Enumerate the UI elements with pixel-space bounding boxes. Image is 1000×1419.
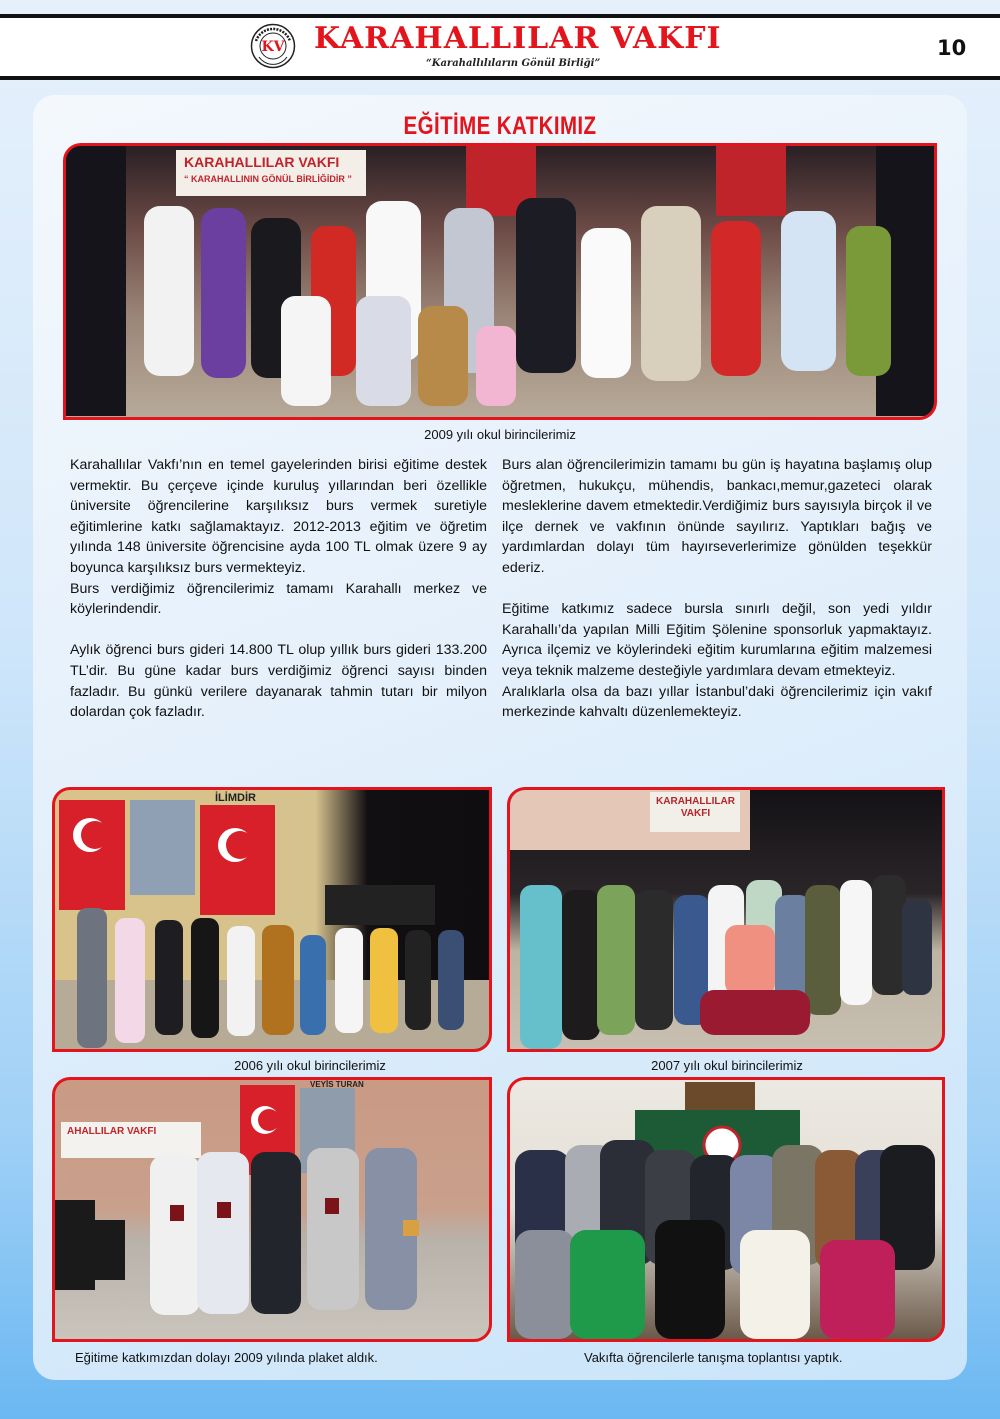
caption-2009-plaque: Eğitime katkımızdan dolayı 2009 yılında plaket aldık. (75, 1350, 378, 1365)
wheelchair (700, 990, 810, 1035)
photo-2009-plaque (52, 1077, 492, 1342)
photo-scene (66, 146, 934, 417)
slogan: “Karahallılıların Gönül Birliği” (426, 58, 601, 69)
paragraph: Burs verdiğimiz öğrencilerimiz tamamı Karahallı merkez ve köylerindendir. (70, 580, 487, 618)
photo-2007-students (507, 787, 945, 1052)
paragraph: Burs alan öğrencilerimizin tamamı bu gün iş hayatına başlamış olup öğretmen, hukukçu, mühendis, bankacı,memur,gazeteci olarak mesleklerine davem etmektedir.Verdiğimiz burs sayısıyla birçok il ve ilçe dernek ve vakfının önünde sayılırız. Yaptıkları bağış ve yardımlardan dolayı tüm hayırseverlerimize gönülden teşekkür ederiz. (502, 457, 932, 576)
paragraph: Aralıklarla olsa da bazı yıllar İstanbul’daki öğrencilerimiz için vakıf merkezinde kahvaltı düzenlemekteyiz. (502, 683, 932, 721)
caption-2007-students: 2007 yılı okul birincilerimiz (651, 1058, 803, 1073)
paragraph: Eğitime katkımız sadece bursla sınırlı değil, son yedi yıldır Karahallı’da yapılan Milli Eğitim Şölenine sponsorluk yapmaktayız. Ayrıca ilçemiz ve köylerindeki eğitim kurumlarına eğitim malzemesi veya teknik malzeme desteğiyle yardımlara devam etmekteyiz. (502, 601, 932, 679)
paragraph: Aylık öğrenci burs gideri 14.800 TL olup yıllık burs gideri 133.200 TL’dir. Bu güne kadar burs verdiğimiz öğrenci sayısı binden fazladır. Bu günkü verilere dayanarak tahmin tutarı bir milyon dolardan çok fazladır. (70, 642, 487, 721)
portrait (130, 800, 195, 895)
photo-2006-students (52, 787, 492, 1052)
masthead (0, 14, 1000, 80)
banner-text: AHALLILAR VAKFI (67, 1126, 157, 1137)
sign-text: VEYİS TURAN (310, 1080, 364, 1089)
paragraph: Karahallılar Vakfı’nın en temel gayelerinden birisi eğitime destek vermektir. Bu çerçeve içinde kuruluş yıllarından beri özellikle üniversite öğrencilerine karşılıksız burs vermek suretiyle eğitimlerine katkı sağlamaktayız. 2012-2013 eğitim ve öğretim yılında 148 üniversite öğrencisine ayda 100 TL olmak üzere 9 ay boyunca karşılıksız burs vermekteyiz. (70, 457, 487, 576)
photo-2009-students (63, 143, 937, 420)
brand-name: KARAHALLILAR VAKFI (314, 21, 722, 56)
svg-text:KV: KV (261, 39, 285, 55)
caption-student-meeting: Vakıfta öğrencilerle tanışma toplantısı yaptık. (584, 1350, 843, 1365)
body-left-column (70, 455, 487, 723)
body-right-column (502, 455, 932, 723)
caption-2009-students: 2009 yılı okul birincilerimiz (424, 427, 576, 442)
banner-subtext: “ KARAHALLININ GÖNÜL BİRLİĞİDİR ” (184, 174, 352, 184)
caption-2006-students: 2006 yılı okul birincilerimiz (234, 1058, 386, 1073)
flag (59, 800, 125, 910)
page-number: 10 (937, 36, 967, 60)
banner-text: KARAHALLILAR VAKFI (656, 796, 735, 819)
banner-text: KARAHALLILAR VAKFI (184, 154, 340, 170)
photo-student-meeting (507, 1077, 945, 1342)
section-title: EĞİTİME KATKIMIZ (403, 112, 597, 140)
people (144, 198, 891, 406)
foundation-logo (250, 23, 296, 69)
sign-text: İLİMDİR (215, 792, 256, 804)
